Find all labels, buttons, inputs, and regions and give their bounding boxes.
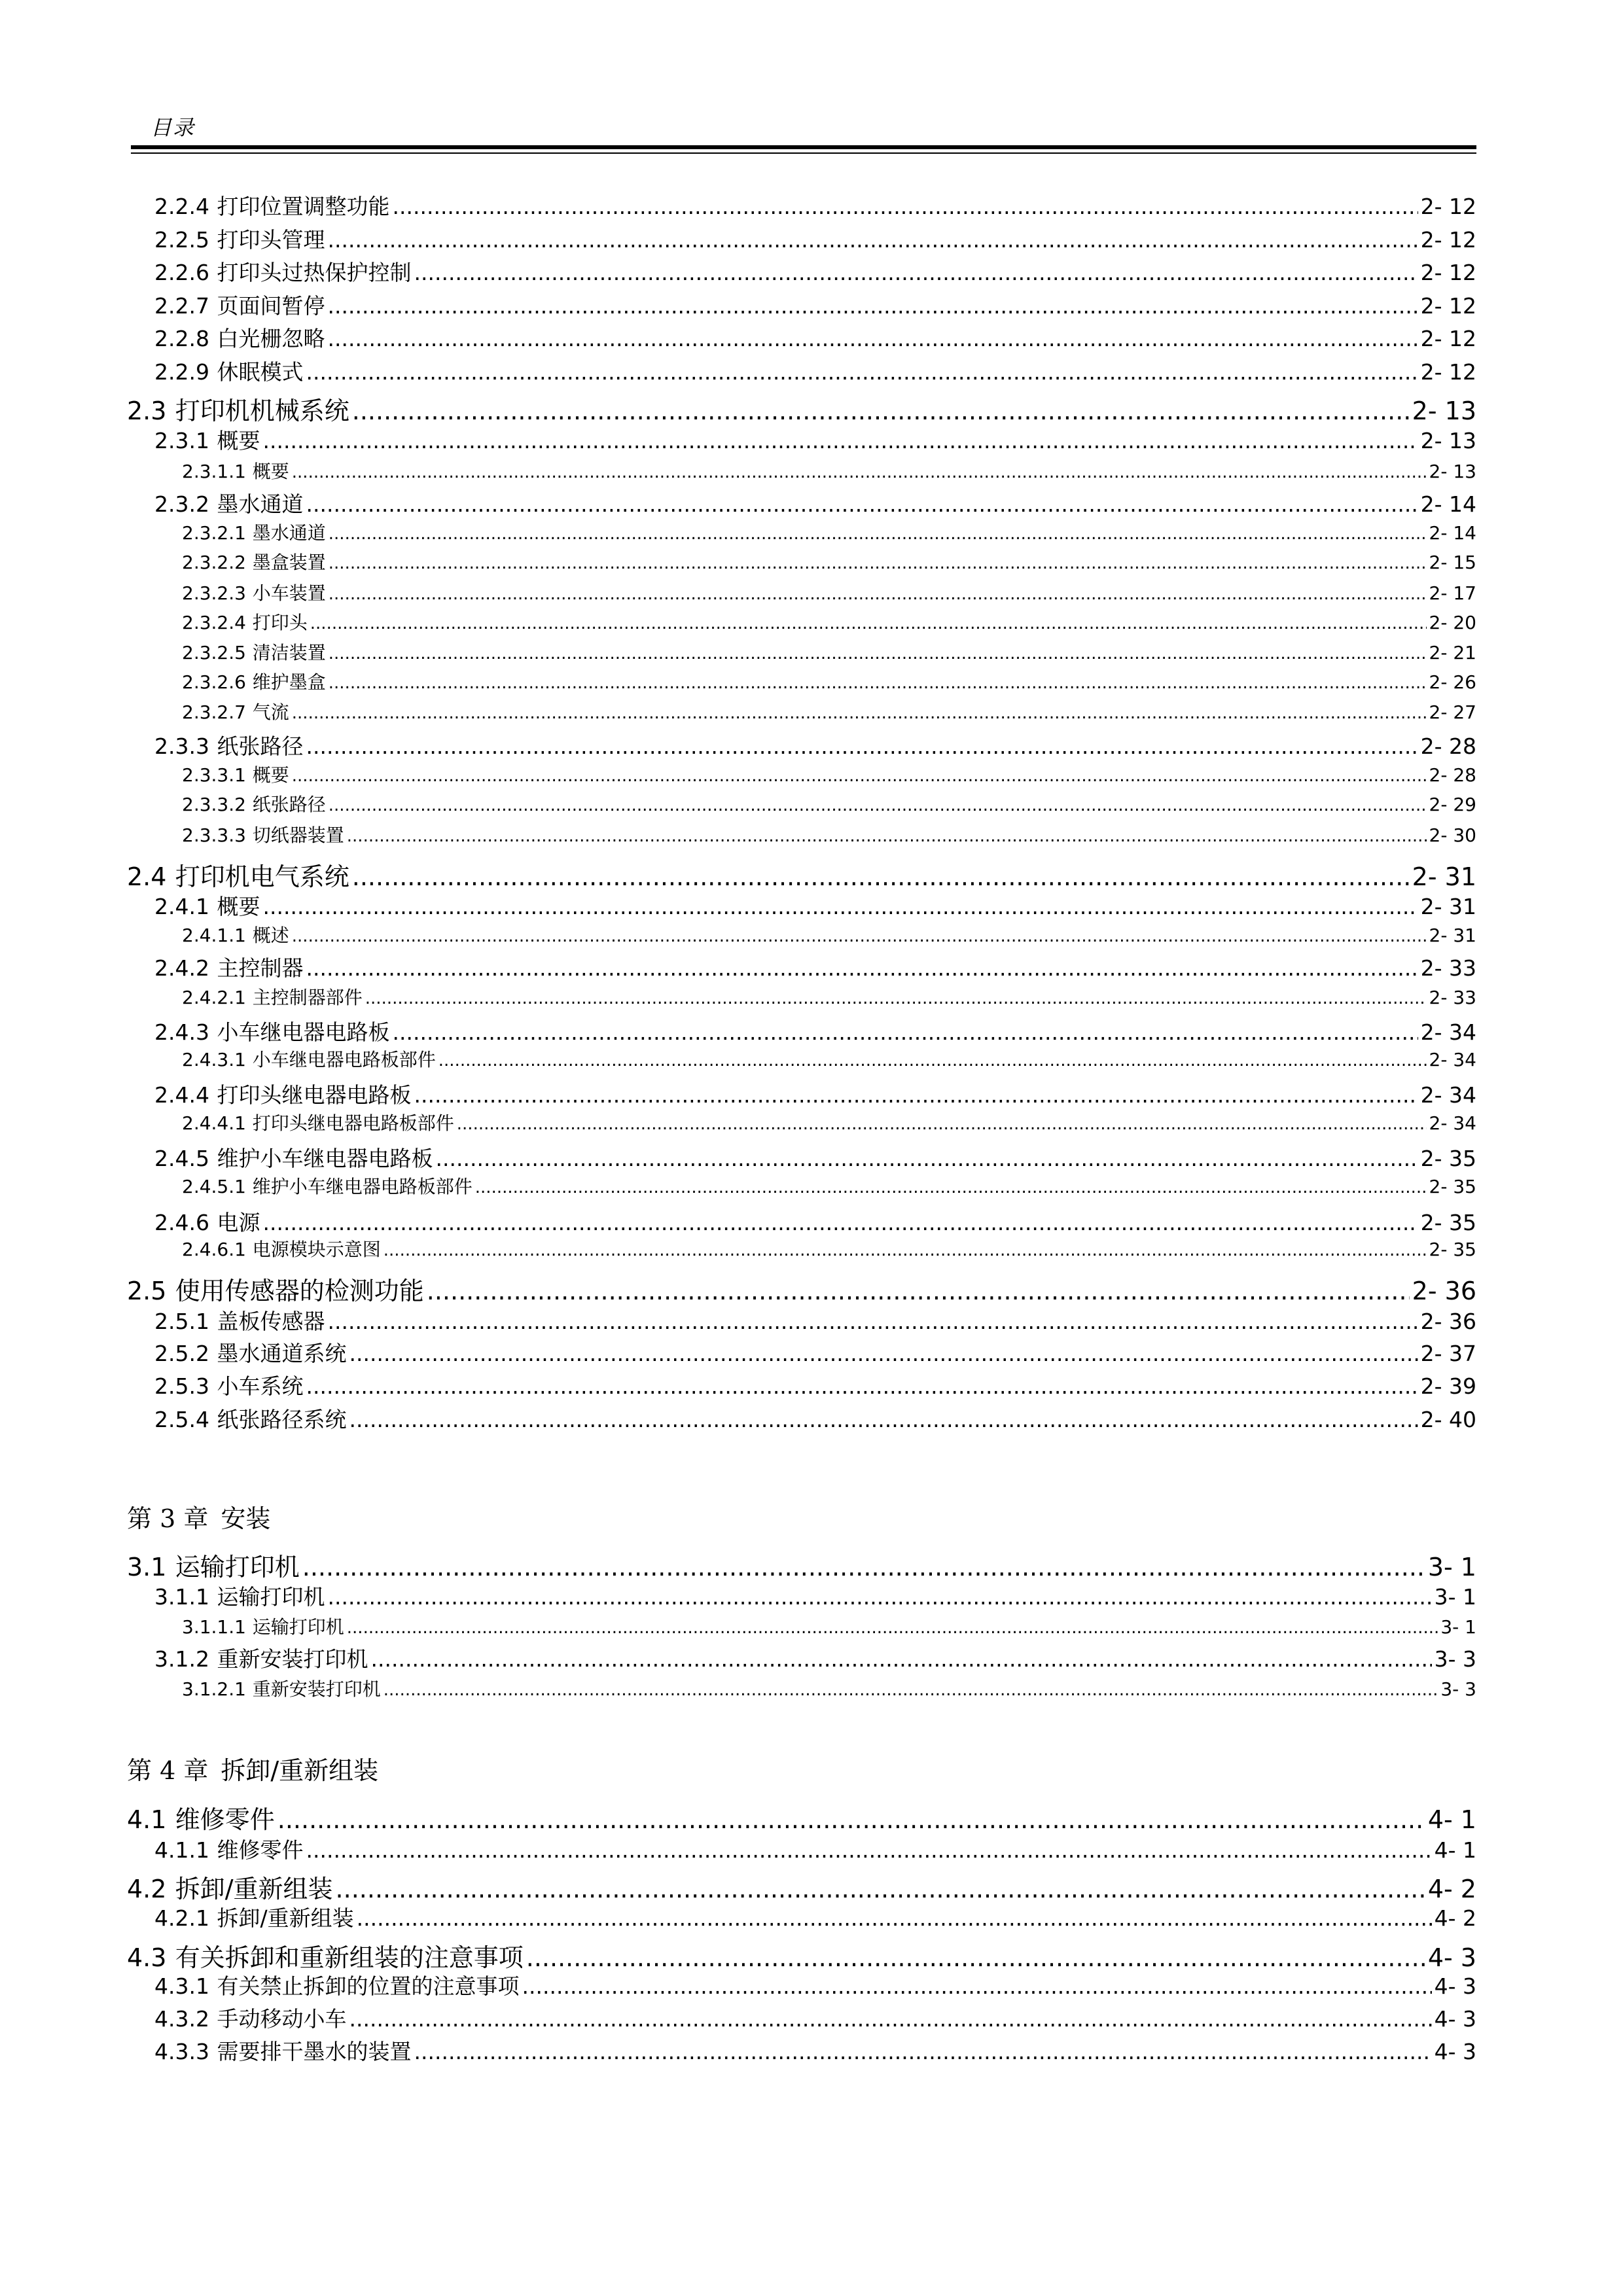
toc-entry[interactable] bbox=[182, 983, 1476, 1010]
dot-leader bbox=[352, 397, 1410, 425]
toc-entry-title: 主控制器 bbox=[217, 955, 304, 981]
toc-entry-page: 2- 35 bbox=[1429, 1176, 1476, 1197]
toc-entry-number: 2.4.4 bbox=[154, 1082, 209, 1108]
toc-entry-number: 2.2.7 bbox=[154, 293, 209, 319]
toc-entry-page: 2- 20 bbox=[1429, 612, 1476, 633]
toc-entry-page: 4- 1 bbox=[1434, 1837, 1476, 1863]
toc-entry-page: 2- 13 bbox=[1420, 428, 1476, 453]
chapter-heading-3 bbox=[127, 1498, 270, 1534]
chapter-label: 第 4 章 bbox=[127, 1756, 209, 1785]
toc-entry-title: 维修零件 bbox=[217, 1837, 304, 1863]
toc-entry[interactable] bbox=[154, 1305, 1476, 1335]
toc-entry-page: 2- 12 bbox=[1420, 260, 1476, 285]
toc-entry[interactable] bbox=[154, 730, 1476, 760]
toc-entry-number: 2.3 bbox=[127, 397, 167, 425]
chapter-heading-4 bbox=[127, 1750, 378, 1786]
toc-entry-page: 2- 35 bbox=[1420, 1146, 1476, 1171]
dot-leader bbox=[349, 1341, 1418, 1366]
toc-entry-page: 4- 3 bbox=[1434, 2039, 1476, 2064]
toc-entry-title: 需要排干墨水的装置 bbox=[217, 2039, 412, 2064]
toc-entry-number: 2.3.1.1 bbox=[182, 461, 246, 482]
dot-leader bbox=[306, 491, 1418, 517]
toc-entry-number: 2.3.3.3 bbox=[182, 824, 246, 846]
toc-entry[interactable] bbox=[182, 1173, 1476, 1199]
toc-entry-page: 4- 2 bbox=[1427, 1875, 1476, 1903]
toc-entry-number: 3.1.2 bbox=[154, 1646, 209, 1672]
dot-leader bbox=[329, 796, 1427, 815]
dot-leader bbox=[383, 1241, 1427, 1260]
toc-entry-page: 2- 30 bbox=[1429, 824, 1476, 846]
toc-entry-number: 2.4.3 bbox=[154, 1019, 209, 1045]
toc-entry-page: 2- 40 bbox=[1420, 1407, 1476, 1432]
dot-leader bbox=[365, 989, 1427, 1008]
toc-entry-page: 2- 15 bbox=[1429, 552, 1476, 573]
dot-leader bbox=[329, 554, 1427, 573]
dot-leader bbox=[306, 733, 1418, 759]
toc-entry-number: 2.3.3 bbox=[154, 733, 209, 759]
toc-entry-number: 4.3.2 bbox=[154, 2006, 209, 2032]
toc-entry-title: 打印位置调整功能 bbox=[217, 194, 390, 219]
toc-entry-page: 3- 1 bbox=[1434, 1584, 1476, 1610]
toc-entry-number: 2.3.2.1 bbox=[182, 522, 246, 544]
dot-leader bbox=[329, 584, 1427, 604]
toc-entry-title: 概要 bbox=[217, 428, 260, 453]
toc-entry[interactable] bbox=[182, 609, 1476, 635]
toc-entry-title: 重新安装打印机 bbox=[217, 1646, 368, 1672]
toc-entry-page: 2- 28 bbox=[1420, 733, 1476, 759]
dot-leader bbox=[277, 1805, 1425, 1834]
toc-entry-number: 2.4.2 bbox=[154, 955, 209, 981]
toc-entry-number: 2.3.2.4 bbox=[182, 612, 246, 633]
toc-entry-title: 有关禁止拆卸的位置的注意事项 bbox=[217, 1973, 520, 1999]
toc-entry-title: 纸张路径 bbox=[217, 733, 304, 759]
toc-entry-number: 2.3.1 bbox=[154, 428, 209, 453]
toc-entry[interactable] bbox=[154, 322, 1476, 353]
toc-entry-number: 4.2.1 bbox=[154, 1905, 209, 1931]
toc-entry-number: 2.4.3.1 bbox=[182, 1049, 246, 1070]
toc-entry-number: 2.4.4.1 bbox=[182, 1112, 246, 1134]
dot-leader bbox=[263, 428, 1418, 453]
toc-entry-title: 运输打印机 bbox=[175, 1553, 300, 1581]
toc-entry[interactable] bbox=[154, 256, 1476, 287]
toc-entry-number: 2.3.2.6 bbox=[182, 671, 246, 693]
toc-entry[interactable] bbox=[154, 223, 1476, 254]
toc-entry-number: 4.1.1 bbox=[154, 1837, 209, 1863]
toc-entry-number: 3.1.1 bbox=[154, 1584, 209, 1610]
dot-leader bbox=[292, 703, 1427, 723]
toc-entry-page: 2- 13 bbox=[1412, 397, 1476, 425]
toc-entry-number: 2.5.3 bbox=[154, 1373, 209, 1399]
toc-entry-title: 墨水通道 bbox=[252, 522, 326, 544]
toc-entry-title: 打印头 bbox=[252, 612, 308, 633]
toc-entry[interactable] bbox=[127, 1271, 1476, 1307]
toc-entry-page: 2- 39 bbox=[1420, 1373, 1476, 1399]
toc-entry[interactable] bbox=[154, 1580, 1476, 1611]
dot-leader bbox=[349, 2006, 1432, 2032]
dot-leader bbox=[263, 894, 1418, 919]
toc-entry-page: 2- 29 bbox=[1429, 794, 1476, 815]
toc-entry[interactable] bbox=[154, 1206, 1476, 1237]
chapter-title: 拆卸/重新组装 bbox=[221, 1756, 379, 1785]
dot-leader bbox=[310, 614, 1427, 633]
toc-entry-title: 拆卸/重新组装 bbox=[175, 1875, 333, 1903]
dot-leader bbox=[328, 1584, 1432, 1610]
dot-leader bbox=[457, 1114, 1427, 1134]
dot-leader bbox=[393, 194, 1418, 219]
toc-entry-page: 2- 17 bbox=[1429, 582, 1476, 604]
toc-entry[interactable] bbox=[154, 1642, 1476, 1673]
toc-entry-number: 2.4.5.1 bbox=[182, 1176, 246, 1197]
dot-leader bbox=[414, 260, 1418, 285]
toc-entry-number: 2.2.6 bbox=[154, 260, 209, 285]
toc-entry[interactable] bbox=[154, 289, 1476, 320]
toc-entry-title: 打印头继电器电路板部件 bbox=[252, 1112, 454, 1134]
toc-entry-title: 纸张路径系统 bbox=[217, 1407, 347, 1432]
toc-entry-title: 白光栅忽略 bbox=[217, 326, 325, 351]
toc-entry-page: 2- 34 bbox=[1429, 1112, 1476, 1134]
toc-entry-page: 2- 35 bbox=[1429, 1239, 1476, 1260]
toc-entry-page: 2- 28 bbox=[1429, 764, 1476, 786]
dot-leader bbox=[349, 1407, 1418, 1432]
toc-entry-number: 4.3.3 bbox=[154, 2039, 209, 2064]
toc-entry-page: 4- 1 bbox=[1427, 1805, 1476, 1834]
toc-entry[interactable] bbox=[127, 1547, 1476, 1583]
toc-entry[interactable] bbox=[154, 1833, 1476, 1864]
toc-entry[interactable] bbox=[127, 391, 1476, 427]
toc-entry-number: 3.1 bbox=[127, 1553, 167, 1581]
toc-entry-number: 2.3.2.7 bbox=[182, 701, 246, 723]
dot-leader bbox=[292, 766, 1427, 786]
toc-entry-number: 2.2.5 bbox=[154, 227, 209, 253]
toc-entry-title: 墨水通道 bbox=[217, 491, 304, 517]
toc-entry-page: 2- 35 bbox=[1420, 1210, 1476, 1235]
toc-entry-title: 纸张路径 bbox=[252, 794, 326, 815]
toc-entry-page: 4- 3 bbox=[1427, 1943, 1476, 1972]
toc-entry[interactable] bbox=[182, 821, 1476, 847]
toc-entry[interactable] bbox=[154, 2035, 1476, 2066]
toc-entry-title: 小车装置 bbox=[252, 582, 326, 604]
toc-entry-page: 3- 1 bbox=[1440, 1616, 1476, 1638]
dot-leader bbox=[306, 359, 1418, 385]
chapter-label: 第 3 章 bbox=[127, 1504, 209, 1533]
toc-entry[interactable] bbox=[154, 355, 1476, 386]
toc-entry-page: 2- 21 bbox=[1429, 642, 1476, 663]
toc-entry[interactable] bbox=[154, 1016, 1476, 1046]
toc-entry[interactable] bbox=[154, 190, 1476, 221]
dot-leader bbox=[371, 1646, 1432, 1672]
toc-entry[interactable] bbox=[182, 698, 1476, 724]
toc-entry-page: 2- 31 bbox=[1412, 862, 1476, 891]
dot-leader bbox=[475, 1178, 1427, 1197]
toc-entry[interactable] bbox=[127, 857, 1476, 892]
toc-entry-page: 2- 37 bbox=[1420, 1341, 1476, 1366]
dot-leader bbox=[302, 1553, 1425, 1581]
toc-entry-title: 维修零件 bbox=[175, 1805, 275, 1834]
dot-leader bbox=[292, 463, 1427, 482]
toc-entry-number: 2.2.8 bbox=[154, 326, 209, 351]
toc-entry-title: 墨水通道系统 bbox=[217, 1341, 347, 1366]
toc-entry-title: 运输打印机 bbox=[252, 1616, 344, 1638]
toc-entry[interactable] bbox=[182, 1046, 1476, 1072]
dot-leader bbox=[357, 1905, 1432, 1931]
toc-entry[interactable] bbox=[154, 487, 1476, 518]
toc-entry[interactable] bbox=[154, 1078, 1476, 1109]
toc-entry-page: 4- 2 bbox=[1434, 1905, 1476, 1931]
dot-leader bbox=[347, 1618, 1438, 1638]
toc-entry-number: 2.3.2.3 bbox=[182, 582, 246, 604]
toc-entry-number: 2.4.6.1 bbox=[182, 1239, 246, 1260]
toc-entry-number: 3.1.2.1 bbox=[182, 1678, 246, 1700]
dot-leader bbox=[438, 1051, 1427, 1070]
toc-entry-number: 2.2.4 bbox=[154, 194, 209, 219]
dot-leader bbox=[329, 524, 1427, 544]
toc-entry-title: 盖板传感器 bbox=[217, 1309, 325, 1334]
toc-entry[interactable] bbox=[154, 1901, 1476, 1932]
toc-entry-title: 打印头继电器电路板 bbox=[217, 1082, 412, 1108]
toc-entry[interactable] bbox=[182, 519, 1476, 545]
toc-entry-title: 有关拆卸和重新组装的注意事项 bbox=[175, 1943, 524, 1972]
toc-entry-number: 4.3.1 bbox=[154, 1973, 209, 1999]
toc-entry-title: 维护墨盒 bbox=[252, 671, 326, 693]
dot-leader bbox=[328, 227, 1418, 253]
toc-entry[interactable] bbox=[127, 1799, 1476, 1835]
dot-leader bbox=[263, 1210, 1418, 1235]
toc-entry-title: 手动移动小车 bbox=[217, 2006, 347, 2032]
toc-entry-title: 维护小车继电器电路板部件 bbox=[252, 1176, 473, 1197]
toc-entry-number: 2.4.1 bbox=[154, 894, 209, 919]
toc-entry[interactable] bbox=[182, 761, 1476, 787]
toc-entry[interactable] bbox=[154, 951, 1476, 982]
dot-leader bbox=[427, 1277, 1410, 1305]
toc-entry-title: 概要 bbox=[217, 894, 260, 919]
toc-entry-title: 打印头过热保护控制 bbox=[217, 260, 412, 285]
toc-entry-title: 运输打印机 bbox=[217, 1584, 325, 1610]
toc-entry-page: 3- 3 bbox=[1440, 1678, 1476, 1700]
toc-entry-page: 2- 14 bbox=[1429, 522, 1476, 544]
toc-entry-title: 打印机机械系统 bbox=[175, 397, 349, 425]
toc-entry-page: 2- 27 bbox=[1429, 701, 1476, 723]
toc-entry-title: 墨盒装置 bbox=[252, 552, 326, 573]
toc-entry-title: 主控制器部件 bbox=[252, 987, 363, 1008]
dot-leader bbox=[328, 326, 1418, 351]
toc-entry-page: 4- 3 bbox=[1434, 1973, 1476, 1999]
toc-entry-title: 使用传感器的检测功能 bbox=[175, 1277, 424, 1305]
toc-entry-page: 2- 26 bbox=[1429, 671, 1476, 693]
toc-entry[interactable] bbox=[182, 1109, 1476, 1135]
toc-entry-page: 2- 34 bbox=[1420, 1082, 1476, 1108]
toc-entry-title: 页面间暂停 bbox=[217, 293, 325, 319]
toc-entry-title: 气流 bbox=[252, 701, 289, 723]
toc-entry-page: 2- 31 bbox=[1429, 925, 1476, 946]
dot-leader bbox=[414, 2039, 1432, 2064]
toc-entry[interactable] bbox=[154, 1969, 1476, 2000]
toc-entry-number: 2.5.4 bbox=[154, 1407, 209, 1432]
toc-entry-number: 4.3 bbox=[127, 1943, 167, 1972]
dot-leader bbox=[329, 644, 1427, 663]
toc-entry-number: 2.4.2.1 bbox=[182, 987, 246, 1008]
toc-entry[interactable] bbox=[154, 1142, 1476, 1173]
toc-entry-title: 电源模块示意图 bbox=[252, 1239, 381, 1260]
toc-entry-page: 3- 1 bbox=[1427, 1553, 1476, 1581]
dot-leader bbox=[393, 1019, 1418, 1045]
toc-entry[interactable] bbox=[182, 1675, 1476, 1701]
toc-entry-title: 切纸器装置 bbox=[252, 824, 344, 846]
toc-entry-number: 3.1.1.1 bbox=[182, 1616, 246, 1638]
toc-entry-title: 小车继电器电路板部件 bbox=[252, 1049, 436, 1070]
dot-leader bbox=[328, 1309, 1418, 1334]
toc-entry-number: 2.5.2 bbox=[154, 1341, 209, 1366]
dot-leader bbox=[414, 1082, 1418, 1108]
toc-entry-page: 2- 13 bbox=[1429, 461, 1476, 482]
toc-entry-page: 2- 12 bbox=[1420, 293, 1476, 319]
toc-entry[interactable] bbox=[182, 457, 1476, 484]
toc-entry-title: 电源 bbox=[217, 1210, 260, 1235]
dot-leader bbox=[526, 1943, 1425, 1972]
toc-entry-title: 小车继电器电路板 bbox=[217, 1019, 390, 1045]
dot-leader bbox=[352, 862, 1410, 891]
toc-entry[interactable] bbox=[127, 1937, 1476, 1973]
toc-entry-page: 2- 34 bbox=[1420, 1019, 1476, 1045]
toc-entry-number: 4.2 bbox=[127, 1875, 167, 1903]
toc-entry-page: 2- 12 bbox=[1420, 359, 1476, 385]
dot-leader bbox=[336, 1875, 1425, 1903]
toc-entry-number: 2.4.6 bbox=[154, 1210, 209, 1235]
toc-entry-number: 2.3.3.1 bbox=[182, 764, 246, 786]
dot-leader bbox=[306, 1373, 1418, 1399]
dot-leader bbox=[306, 1837, 1432, 1863]
toc-entry-page: 2- 12 bbox=[1420, 194, 1476, 219]
toc-entry-title: 维护小车继电器电路板 bbox=[217, 1146, 433, 1171]
toc-entry-title: 重新安装打印机 bbox=[252, 1678, 381, 1700]
toc-entry-page: 2- 33 bbox=[1420, 955, 1476, 981]
toc-entry[interactable] bbox=[182, 1613, 1476, 1639]
toc-entry-page: 2- 36 bbox=[1420, 1309, 1476, 1334]
toc-entry-page: 2- 12 bbox=[1420, 326, 1476, 351]
toc-entry-page: 2- 14 bbox=[1420, 491, 1476, 517]
dot-leader bbox=[383, 1680, 1438, 1700]
toc-entry-title: 概要 bbox=[252, 764, 289, 786]
toc-entry[interactable] bbox=[182, 548, 1476, 574]
toc-entry-page: 2- 12 bbox=[1420, 227, 1476, 253]
toc-entry[interactable] bbox=[154, 1369, 1476, 1400]
toc-entry-title: 打印头管理 bbox=[217, 227, 325, 253]
toc-entry-number: 2.3.2.2 bbox=[182, 552, 246, 573]
toc-entry-number: 2.4.1.1 bbox=[182, 925, 246, 946]
toc-entry-page: 2- 34 bbox=[1429, 1049, 1476, 1070]
toc-entry-page: 3- 3 bbox=[1434, 1646, 1476, 1672]
chapter-title: 安装 bbox=[221, 1504, 271, 1533]
toc-entry[interactable] bbox=[182, 668, 1476, 694]
toc-entry[interactable] bbox=[127, 1869, 1476, 1905]
toc-entry-title: 概要 bbox=[252, 461, 289, 482]
toc-entry-number: 2.3.2 bbox=[154, 491, 209, 517]
toc-entry-title: 概述 bbox=[252, 925, 289, 946]
toc-entry-title: 休眠模式 bbox=[217, 359, 304, 385]
toc-entry-number: 2.3.2.5 bbox=[182, 642, 246, 663]
toc-entry[interactable] bbox=[182, 579, 1476, 605]
toc-entry-number: 2.3.3.2 bbox=[182, 794, 246, 815]
toc-entry-number: 2.4 bbox=[127, 862, 167, 891]
toc-entry-title: 打印机电气系统 bbox=[175, 862, 349, 891]
toc-entry[interactable] bbox=[154, 1403, 1476, 1434]
dot-leader bbox=[328, 293, 1418, 319]
toc-entry-number: 4.1 bbox=[127, 1805, 167, 1834]
toc-entry-number: 2.5 bbox=[127, 1277, 167, 1305]
toc-entry-number: 2.2.9 bbox=[154, 359, 209, 385]
toc-entry[interactable] bbox=[182, 921, 1476, 947]
toc-entry-page: 2- 31 bbox=[1420, 894, 1476, 919]
toc-entry[interactable] bbox=[182, 1235, 1476, 1262]
dot-leader bbox=[292, 927, 1427, 946]
dot-leader bbox=[522, 1973, 1432, 1999]
toc-entry[interactable] bbox=[154, 890, 1476, 921]
toc-entry-number: 2.5.1 bbox=[154, 1309, 209, 1334]
toc-entry-title: 清洁装置 bbox=[252, 642, 326, 663]
toc-entry[interactable] bbox=[182, 639, 1476, 665]
dot-leader bbox=[306, 955, 1418, 981]
toc-entry[interactable] bbox=[154, 2002, 1476, 2033]
dot-leader bbox=[329, 673, 1427, 693]
toc-entry-title: 小车系统 bbox=[217, 1373, 304, 1399]
dot-leader bbox=[436, 1146, 1418, 1171]
dot-leader bbox=[347, 826, 1427, 846]
toc-entry-title: 拆卸/重新组装 bbox=[217, 1905, 354, 1931]
toc-entry[interactable] bbox=[182, 790, 1476, 817]
page-header-title: 目录 bbox=[151, 115, 196, 140]
toc-entry[interactable] bbox=[154, 424, 1476, 455]
toc-entry-number: 2.4.5 bbox=[154, 1146, 209, 1171]
toc-entry[interactable] bbox=[154, 1337, 1476, 1368]
toc-entry-page: 2- 33 bbox=[1429, 987, 1476, 1008]
toc-entry-page: 2- 36 bbox=[1412, 1277, 1476, 1305]
toc-entry-page: 4- 3 bbox=[1434, 2006, 1476, 2032]
